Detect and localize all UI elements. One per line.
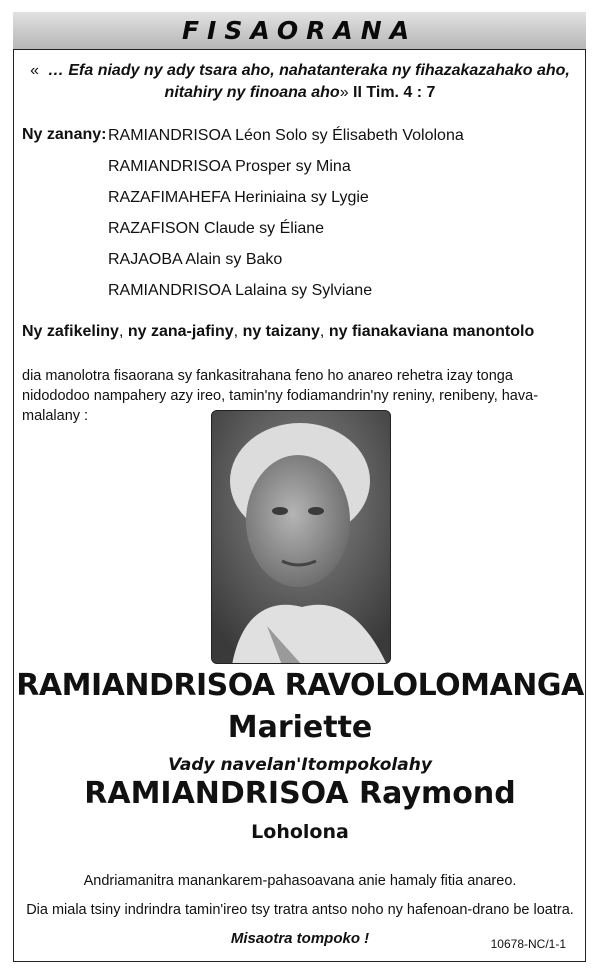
children-label: Ny zanany:: [22, 126, 107, 143]
deceased-name: RAMIANDRISOA RAVOLOLOMANGA: [16, 668, 584, 703]
child-entry: RAMIANDRISOA Prosper sy Mina: [108, 158, 351, 175]
deceased-first-name: Mariette: [227, 710, 373, 745]
bible-quote: [20, 60, 580, 104]
child-entry: RAZAFISON Claude sy Éliane: [108, 220, 325, 237]
quote-reference: II Tim. 4 : 7: [353, 84, 436, 101]
prayer-text: Andriamanitra manankarem-pahasoavana anie hamaly fitia anareo.: [83, 873, 517, 889]
thanks-text: dia manolotra fisaorana sy fankasitrahana feno ho anareo rehetra izay tonga nidododoo nampahery azy ireo, tamin'ny fodiamandrin'ny reniny, renibeny, hava-malalany :: [22, 368, 539, 424]
apology-text: Dia miala tsiny indrindra tamin'ireo tsy tratra antso noho ny hafenoan-drano be loatra.: [26, 902, 574, 918]
relatives-part: Ny zafikeliny: [22, 323, 119, 340]
quote-line-2: nitahiry ny finoana aho: [164, 84, 340, 101]
child-entry: RAJAOBA Alain sy Bako: [108, 251, 283, 268]
relatives-part: ny taizany: [242, 323, 320, 340]
widow-of-label: Vady navelan'Itompokolahy: [168, 755, 432, 775]
relatives-separator: ,: [319, 323, 325, 340]
quote-open-mark: «: [30, 62, 40, 79]
reference-code: 10678-NC/1-1: [490, 937, 566, 951]
signature-text: Misaotra tompoko !: [230, 930, 370, 947]
child-entry: RAZAFIMAHEFA Heriniaina sy Lygie: [108, 189, 369, 206]
relatives-line: [22, 323, 534, 341]
husband-name: RAMIANDRISOA Raymond: [84, 776, 516, 811]
relatives-separator: ,: [233, 323, 239, 340]
header-banner: [13, 12, 586, 50]
header-title: FISAORANA: [181, 16, 418, 45]
husband-title: Loholona: [251, 821, 349, 843]
relatives-part: ny fianakaviana manontolo: [328, 323, 535, 340]
child-entry: RAMIANDRISOA Léon Solo sy Élisabeth Vololona: [108, 127, 464, 144]
quote-line-1: … Efa niady ny ady tsara aho, nahatanteraka ny fihazakazahako aho,: [47, 62, 570, 79]
portrait-photo: [211, 410, 391, 664]
relatives-part: ny zana-jafiny: [127, 323, 234, 340]
child-entry: RAMIANDRISOA Lalaina sy Sylviane: [108, 282, 373, 299]
quote-close-mark: »: [339, 84, 349, 101]
relatives-separator: ,: [118, 323, 124, 340]
